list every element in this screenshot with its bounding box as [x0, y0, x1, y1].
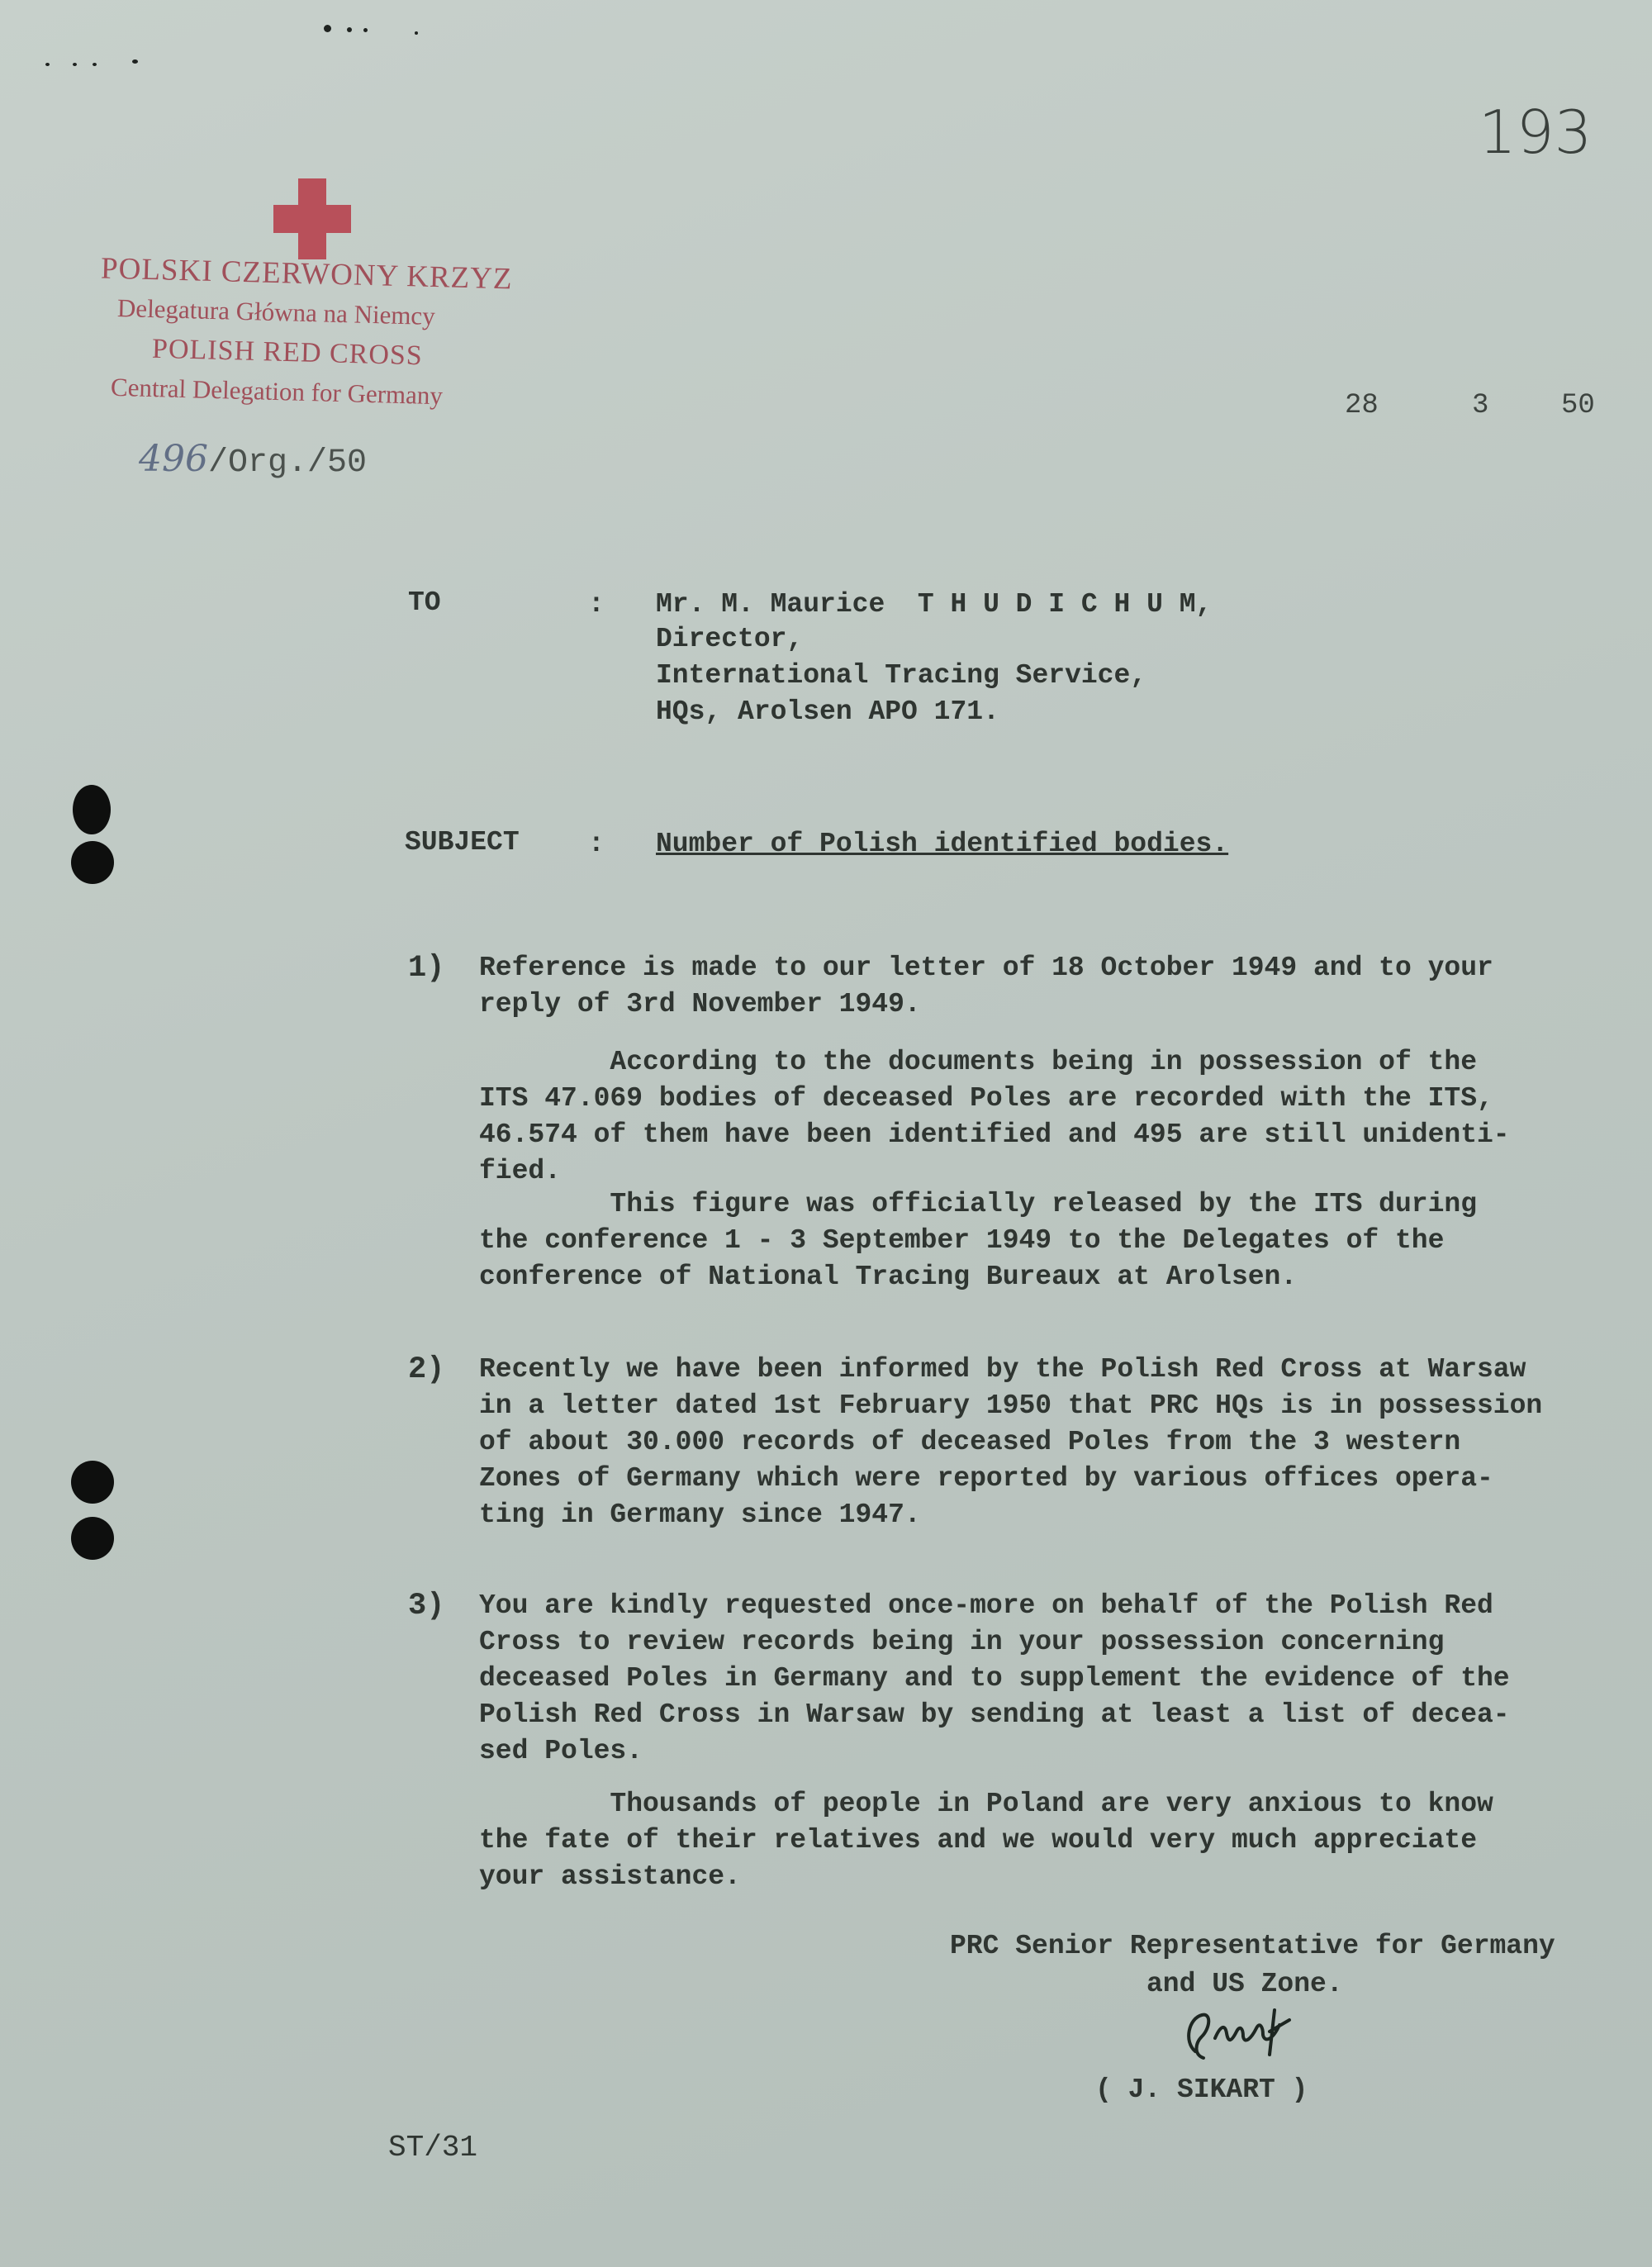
- page-number: 193: [1479, 97, 1593, 167]
- addressee-line: Director,: [656, 624, 804, 654]
- paragraph-number: 1): [408, 951, 445, 986]
- paragraph-line: Polish Red Cross in Warsaw by sending at least a list of decea-: [479, 1699, 1510, 1730]
- punch-hole: [71, 1517, 114, 1560]
- paragraph-line: ting in Germany since 1947.: [479, 1499, 921, 1530]
- punch-hole: [71, 841, 114, 884]
- addressee-line: Mr. M. Maurice T H U D I C H U M,: [656, 589, 1213, 620]
- paragraph-line: According to the documents being in possession of the: [479, 1047, 1477, 1077]
- paragraph-line: reply of 3rd November 1949.: [479, 989, 921, 1019]
- addressee-line: International Tracing Service,: [656, 660, 1147, 691]
- ink-speck: [73, 63, 77, 66]
- stamp-line-org-polish: POLSKI CZERWONY KRZYZ: [100, 251, 514, 297]
- paragraph-line: This figure was officially released by the ITS during: [479, 1189, 1477, 1219]
- paragraph-line: Reference is made to our letter of 18 October 1949 and to your: [479, 953, 1493, 983]
- ink-speck: [363, 28, 368, 32]
- signatory-name: ( J. SIKART ): [1095, 2075, 1308, 2105]
- paragraph-line: deceased Poles in Germany and to supplement the evidence of the: [479, 1663, 1510, 1694]
- addressee-line: HQs, Arolsen APO 171.: [656, 696, 999, 727]
- ink-speck: [45, 63, 50, 66]
- subject-label: SUBJECT: [405, 827, 520, 858]
- paragraph-number: 3): [408, 1589, 445, 1623]
- reference-number: [139, 438, 367, 482]
- paragraph-line: your assistance.: [479, 1861, 741, 1892]
- paragraph-line: ITS 47.069 bodies of deceased Poles are recorded with the ITS,: [479, 1083, 1493, 1114]
- paragraph-line: Zones of Germany which were reported by various offices opera-: [479, 1463, 1493, 1494]
- paragraph-line: 46.574 of them have been identified and 495 are still unidenti-: [479, 1119, 1510, 1150]
- stamp-line-delegation-polish: Delegatura Główna na Niemcy: [116, 292, 436, 331]
- signatory-title: PRC Senior Representative for Germany: [950, 1931, 1555, 1961]
- date-month: 3: [1472, 390, 1489, 421]
- red-cross-icon: [267, 173, 358, 264]
- punch-hole: [73, 785, 111, 834]
- subject-text: Number of Polish identified bodies.: [656, 829, 1229, 859]
- typist-reference: ST/31: [388, 2131, 478, 2165]
- reference-suffix: /Org./50: [207, 444, 368, 482]
- paragraph-number: 2): [408, 1352, 445, 1387]
- ink-speck: [415, 31, 418, 35]
- subject-colon: :: [588, 829, 605, 859]
- signatory-title: and US Zone.: [1146, 1969, 1343, 1999]
- punch-hole: [71, 1461, 114, 1504]
- addressee-label: TO: [408, 587, 441, 618]
- handwritten-reference: 496: [139, 438, 208, 480]
- paragraph-line: Cross to review records being in your possession concerning: [479, 1627, 1445, 1657]
- stamp-line-delegation-english: Central Delegation for Germany: [110, 372, 444, 411]
- ink-speck: [324, 25, 331, 32]
- paragraph-line: sed Poles.: [479, 1736, 643, 1766]
- date-year: 50: [1561, 390, 1595, 421]
- ink-speck: [347, 27, 352, 32]
- paragraph-line: Recently we have been informed by the Polish Red Cross at Warsaw: [479, 1354, 1526, 1385]
- ink-speck: [93, 63, 97, 66]
- handwritten-signature: [1177, 2003, 1301, 2070]
- date-day: 28: [1345, 390, 1379, 421]
- paragraph-line: Thousands of people in Poland are very anxious to know: [479, 1789, 1493, 1819]
- paragraph-line: You are kindly requested once-more on behalf of the Polish Red: [479, 1590, 1493, 1621]
- ink-speck: [132, 59, 138, 64]
- organization-stamp: [97, 173, 527, 438]
- paragraph-line: of about 30.000 records of deceased Poles from the 3 western: [479, 1427, 1461, 1457]
- paragraph-line: fied.: [479, 1156, 562, 1186]
- paragraph-line: the conference 1 - 3 September 1949 to the Delegates of the: [479, 1225, 1445, 1256]
- paragraph-line: in a letter dated 1st February 1950 that PRC HQs is in possession: [479, 1390, 1543, 1421]
- paragraph-line: conference of National Tracing Bureaux at Arolsen.: [479, 1262, 1298, 1292]
- addressee-colon: :: [588, 589, 605, 620]
- stamp-line-org-english: POLISH RED CROSS: [151, 333, 424, 372]
- paragraph-line: the fate of their relatives and we would very much appreciate: [479, 1825, 1477, 1856]
